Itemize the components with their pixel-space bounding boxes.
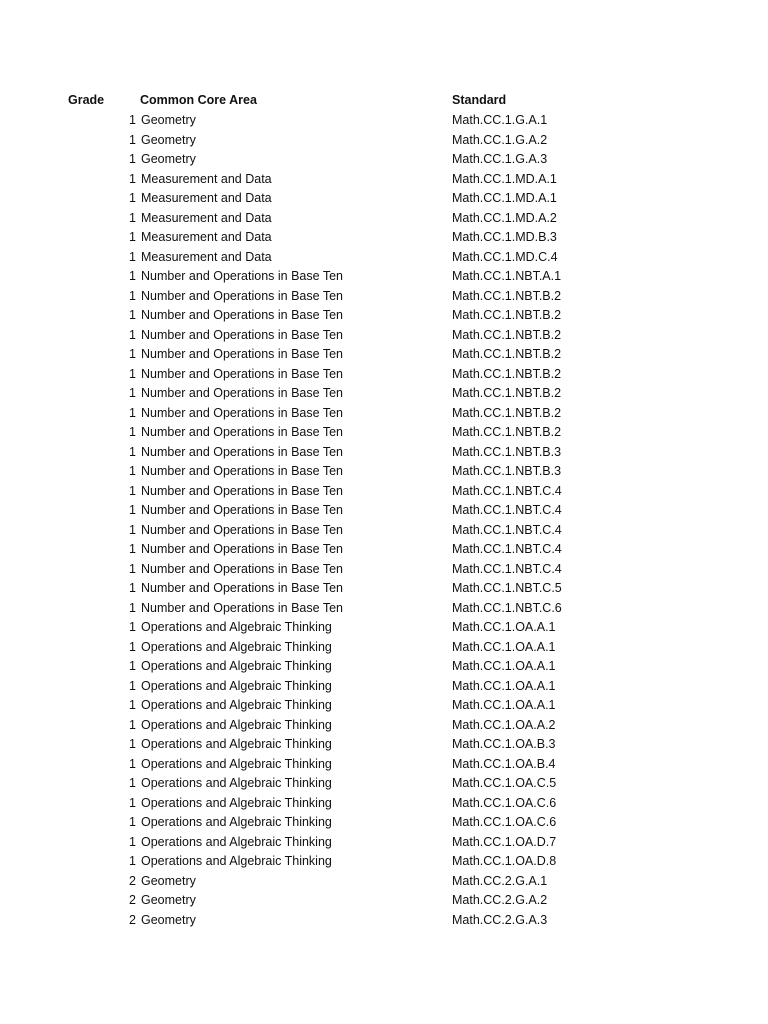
grade-cell: 1 (129, 425, 136, 439)
table-row (0, 131, 768, 151)
table-row (0, 872, 768, 892)
common-core-area-cell: Operations and Algebraic Thinking (141, 678, 332, 693)
common-core-area-cell: Number and Operations in Base Ten (141, 522, 343, 537)
grade-cell: 1 (129, 815, 136, 829)
common-core-area-cell: Operations and Algebraic Thinking (141, 854, 332, 868)
grade-cell: 1 (129, 678, 136, 693)
grade-cell: 1 (129, 581, 136, 595)
grade-cell: 1 (129, 737, 136, 751)
grade-cell: 1 (129, 659, 136, 673)
standards-table (0, 90, 768, 930)
table-row (0, 404, 768, 424)
standard-cell: Math.CC.1.MD.A.1 (452, 171, 557, 186)
grade-cell: 1 (129, 776, 136, 790)
grade-cell: 1 (129, 132, 136, 147)
grade-cell: 1 (129, 620, 136, 634)
common-core-area-column-header: Common Core Area (140, 93, 257, 107)
common-core-area-cell: Operations and Algebraic Thinking (141, 717, 332, 732)
table-row (0, 540, 768, 560)
standard-cell: Math.CC.1.OA.A.1 (452, 659, 556, 673)
grade-cell: 1 (129, 698, 136, 712)
grade-cell: 1 (129, 639, 136, 654)
standard-cell: Math.CC.1.NBT.B.2 (452, 386, 562, 400)
common-core-area-cell: Number and Operations in Base Ten (141, 386, 343, 400)
table-row (0, 384, 768, 404)
table-row (0, 150, 768, 170)
table-row (0, 696, 768, 716)
standard-cell: Math.CC.1.OA.A.1 (452, 620, 556, 634)
grade-cell: 1 (129, 717, 136, 732)
standard-cell: Math.CC.1.OA.C.5 (452, 776, 557, 790)
grade-cell: 1 (129, 444, 136, 459)
standard-cell: Math.CC.1.NBT.B.3 (452, 444, 562, 459)
common-core-area-cell: Number and Operations in Base Ten (141, 483, 343, 498)
grade-cell: 1 (129, 756, 136, 771)
common-core-area-cell: Measurement and Data (141, 249, 272, 264)
table-row (0, 462, 768, 482)
standard-cell: Math.CC.1.NBT.B.3 (452, 464, 562, 478)
table-row (0, 599, 768, 619)
grade-cell: 1 (129, 386, 136, 400)
standard-cell: Math.CC.1.OA.A.2 (452, 717, 556, 732)
common-core-area-cell: Measurement and Data (141, 191, 272, 205)
table-row (0, 326, 768, 346)
common-core-area-cell: Number and Operations in Base Ten (141, 503, 343, 517)
common-core-area-cell: Operations and Algebraic Thinking (141, 756, 332, 771)
standard-cell: Math.CC.1.NBT.C.4 (452, 503, 562, 517)
standard-cell: Math.CC.1.OA.D.7 (452, 834, 557, 849)
grade-cell: 1 (129, 483, 136, 498)
common-core-area-cell: Number and Operations in Base Ten (141, 347, 343, 361)
standard-cell: Math.CC.1.OA.C.6 (452, 815, 557, 829)
standard-cell: Math.CC.1.OA.A.1 (452, 678, 556, 693)
standard-cell: Math.CC.1.NBT.B.2 (452, 425, 562, 439)
standard-cell: Math.CC.1.MD.B.3 (452, 230, 557, 244)
grade-cell: 1 (129, 522, 136, 537)
table-row (0, 560, 768, 580)
standard-cell: Math.CC.2.G.A.3 (452, 912, 548, 927)
table-row (0, 443, 768, 463)
table-row (0, 287, 768, 307)
table-row (0, 521, 768, 541)
standard-cell: Math.CC.1.NBT.C.5 (452, 581, 562, 595)
grade-cell: 1 (129, 366, 136, 381)
grade-column-header: Grade (68, 93, 105, 107)
standard-cell: Math.CC.1.MD.A.2 (452, 210, 557, 225)
table-row (0, 833, 768, 853)
standard-cell: Math.CC.1.G.A.1 (452, 113, 548, 127)
common-core-area-cell: Number and Operations in Base Ten (141, 308, 343, 322)
table-row (0, 209, 768, 229)
common-core-area-cell: Geometry (141, 873, 196, 888)
table-row (0, 852, 768, 872)
standard-cell: Math.CC.1.NBT.B.2 (452, 288, 562, 303)
table-row (0, 365, 768, 385)
standard-cell: Math.CC.1.NBT.B.2 (452, 405, 562, 420)
table-row (0, 891, 768, 911)
grade-cell: 2 (129, 912, 136, 927)
grade-cell: 1 (129, 795, 136, 810)
table-row (0, 755, 768, 775)
common-core-area-cell: Measurement and Data (141, 230, 272, 244)
common-core-area-cell: Measurement and Data (141, 210, 272, 225)
table-row (0, 579, 768, 599)
standard-cell: Math.CC.2.G.A.2 (452, 893, 548, 907)
common-core-area-cell: Operations and Algebraic Thinking (141, 795, 332, 810)
common-core-area-cell: Number and Operations in Base Ten (141, 327, 343, 342)
grade-cell: 1 (129, 152, 136, 166)
standard-cell: Math.CC.1.NBT.B.2 (452, 366, 562, 381)
common-core-area-cell: Number and Operations in Base Ten (141, 366, 343, 381)
common-core-area-cell: Operations and Algebraic Thinking (141, 620, 332, 634)
common-core-area-cell: Operations and Algebraic Thinking (141, 776, 332, 790)
common-core-area-cell: Number and Operations in Base Ten (141, 600, 343, 615)
common-core-area-cell: Number and Operations in Base Ten (141, 444, 343, 459)
standard-cell: Math.CC.1.MD.A.1 (452, 191, 557, 205)
common-core-area-cell: Operations and Algebraic Thinking (141, 639, 332, 654)
table-row (0, 345, 768, 365)
table-row (0, 423, 768, 443)
table-row (0, 228, 768, 248)
standard-cell: Math.CC.1.OA.B.3 (452, 737, 556, 751)
grade-cell: 1 (129, 327, 136, 342)
standard-cell: Math.CC.1.MD.C.4 (452, 249, 558, 264)
common-core-area-cell: Number and Operations in Base Ten (141, 288, 343, 303)
common-core-area-cell: Operations and Algebraic Thinking (141, 815, 332, 829)
common-core-area-cell: Operations and Algebraic Thinking (141, 659, 332, 673)
common-core-area-cell: Geometry (141, 152, 196, 166)
grade-cell: 1 (129, 308, 136, 322)
standard-cell: Math.CC.1.G.A.2 (452, 132, 548, 147)
standard-cell: Math.CC.2.G.A.1 (452, 873, 548, 888)
table-row (0, 170, 768, 190)
common-core-area-cell: Number and Operations in Base Ten (141, 581, 343, 595)
table-row (0, 501, 768, 521)
table-row (0, 267, 768, 287)
common-core-area-cell: Geometry (141, 113, 196, 127)
common-core-area-cell: Geometry (141, 912, 196, 927)
common-core-area-cell: Number and Operations in Base Ten (141, 425, 343, 439)
standard-cell: Math.CC.1.OA.B.4 (452, 756, 556, 771)
common-core-area-cell: Number and Operations in Base Ten (141, 542, 343, 556)
standard-cell: Math.CC.1.OA.D.8 (452, 854, 557, 868)
grade-cell: 1 (129, 171, 136, 186)
table-header-row (0, 90, 768, 111)
common-core-area-cell: Number and Operations in Base Ten (141, 464, 343, 478)
standard-cell: Math.CC.1.OA.A.1 (452, 698, 556, 712)
common-core-area-cell: Operations and Algebraic Thinking (141, 698, 332, 712)
common-core-area-cell: Number and Operations in Base Ten (141, 561, 343, 576)
table-body (0, 111, 768, 930)
standard-cell: Math.CC.1.NBT.C.4 (452, 522, 562, 537)
standard-cell: Math.CC.1.NBT.B.2 (452, 347, 562, 361)
grade-cell: 2 (129, 893, 136, 907)
table-row (0, 813, 768, 833)
standard-cell: Math.CC.1.OA.A.1 (452, 639, 556, 654)
grade-cell: 1 (129, 191, 136, 205)
standard-cell: Math.CC.1.OA.C.6 (452, 795, 557, 810)
grade-cell: 1 (129, 834, 136, 849)
table-row (0, 911, 768, 931)
grade-cell: 1 (129, 464, 136, 478)
table-row (0, 794, 768, 814)
standard-column-header: Standard (452, 93, 507, 107)
common-core-area-cell: Number and Operations in Base Ten (141, 269, 343, 283)
table-row (0, 482, 768, 502)
grade-cell: 1 (129, 210, 136, 225)
common-core-area-cell: Geometry (141, 893, 196, 907)
standard-cell: Math.CC.1.NBT.B.2 (452, 308, 562, 322)
grade-cell: 1 (129, 249, 136, 264)
standard-cell: Math.CC.1.NBT.C.4 (452, 561, 562, 576)
grade-cell: 1 (129, 269, 136, 283)
grade-cell: 1 (129, 854, 136, 868)
common-core-area-cell: Geometry (141, 132, 196, 147)
grade-cell: 1 (129, 405, 136, 420)
standard-cell: Math.CC.1.G.A.3 (452, 152, 548, 166)
grade-cell: 1 (129, 542, 136, 556)
standard-cell: Math.CC.1.NBT.C.6 (452, 600, 562, 615)
grade-cell: 1 (129, 288, 136, 303)
grade-cell: 1 (129, 230, 136, 244)
common-core-area-cell: Operations and Algebraic Thinking (141, 737, 332, 751)
grade-cell: 1 (129, 503, 136, 517)
table-row (0, 248, 768, 268)
grade-cell: 1 (129, 347, 136, 361)
grade-cell: 1 (129, 113, 136, 127)
table-row (0, 735, 768, 755)
table-row (0, 716, 768, 736)
standard-cell: Math.CC.1.NBT.B.2 (452, 327, 562, 342)
table-row (0, 677, 768, 697)
common-core-area-cell: Measurement and Data (141, 171, 272, 186)
common-core-area-cell: Operations and Algebraic Thinking (141, 834, 332, 849)
table-row (0, 618, 768, 638)
table-row (0, 111, 768, 131)
common-core-area-cell: Number and Operations in Base Ten (141, 405, 343, 420)
standard-cell: Math.CC.1.NBT.C.4 (452, 483, 562, 498)
table-row (0, 306, 768, 326)
grade-cell: 1 (129, 600, 136, 615)
table-row (0, 189, 768, 209)
standard-cell: Math.CC.1.NBT.C.4 (452, 542, 562, 556)
grade-cell: 1 (129, 561, 136, 576)
standard-cell: Math.CC.1.NBT.A.1 (452, 269, 562, 283)
table-row (0, 638, 768, 658)
table-row (0, 774, 768, 794)
table-row (0, 657, 768, 677)
grade-cell: 2 (129, 873, 136, 888)
